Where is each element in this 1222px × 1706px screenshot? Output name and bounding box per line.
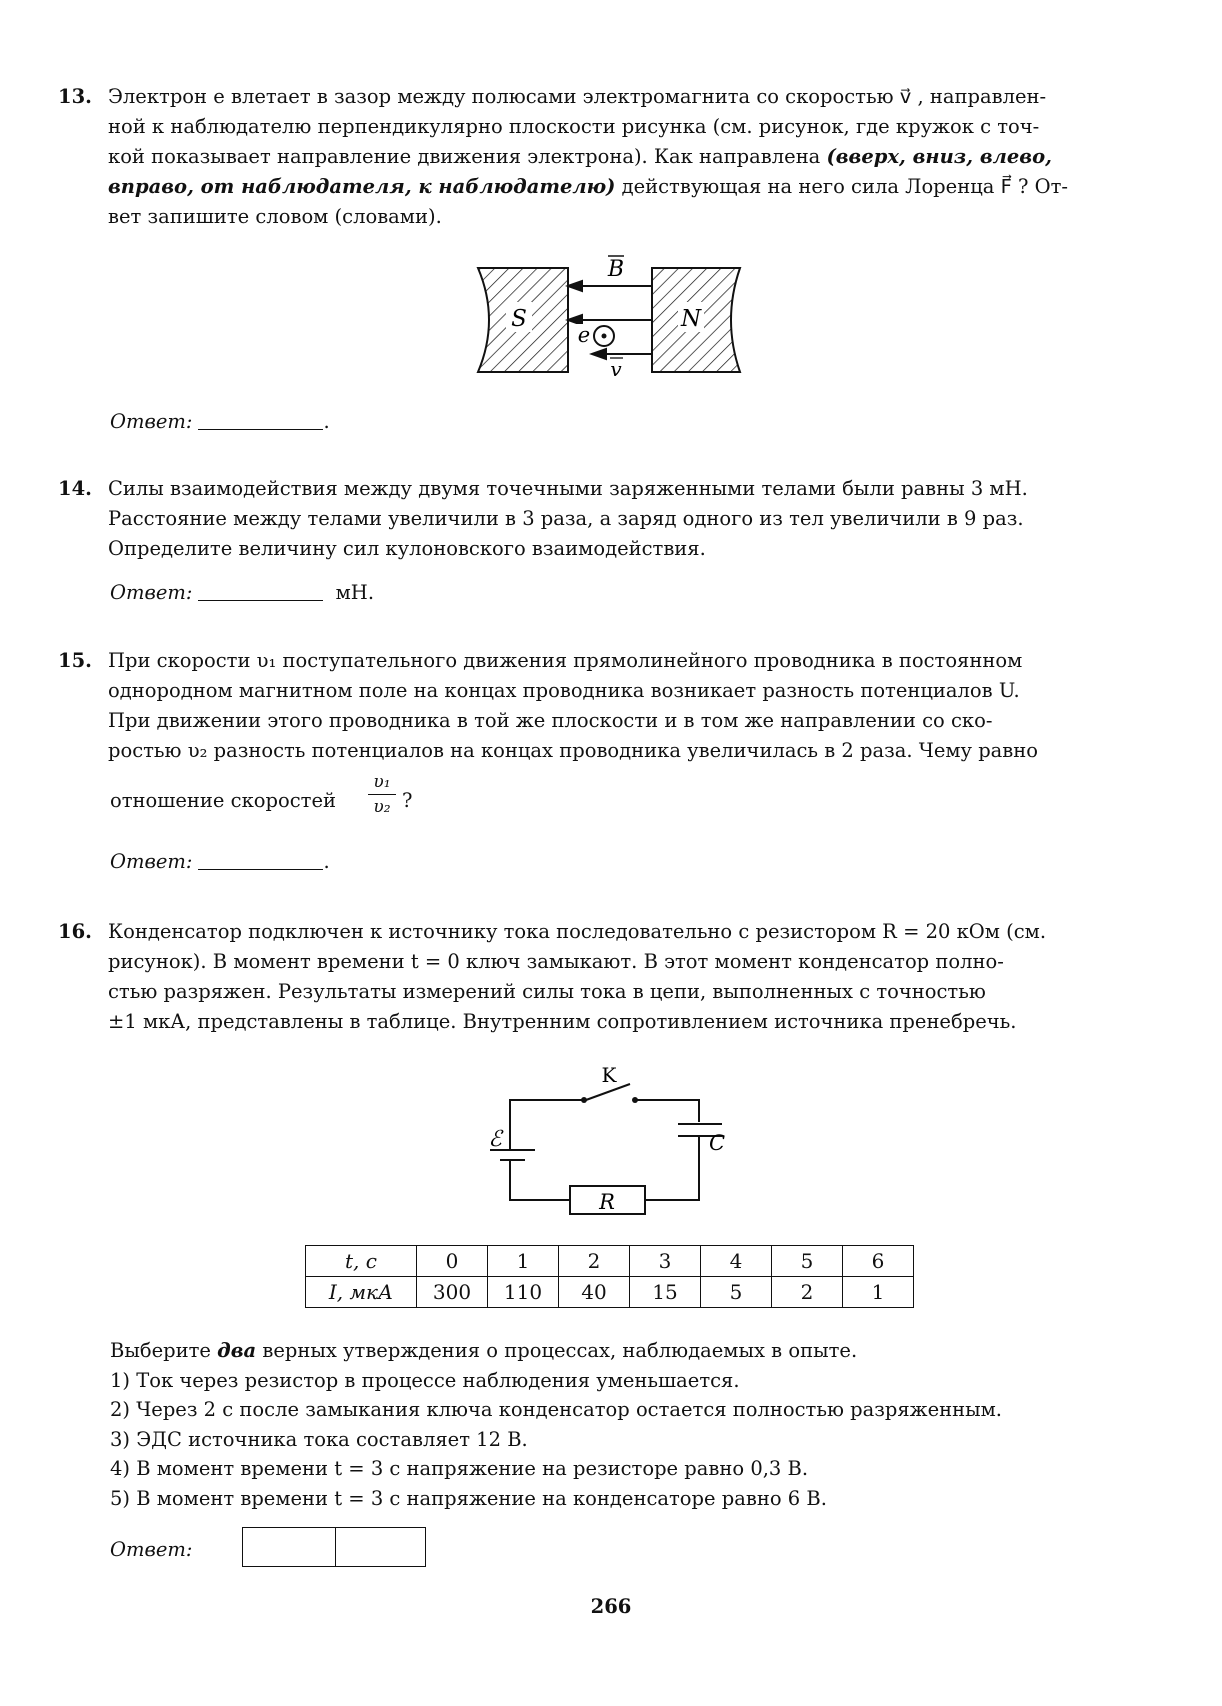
answer-14 bbox=[110, 578, 374, 608]
option-item: 3) ЭДС источника тока составляет 12 В. bbox=[110, 1427, 528, 1451]
question-16 bbox=[58, 917, 1158, 1037]
label-v: v bbox=[610, 357, 622, 380]
answer-label: Ответ: bbox=[110, 410, 193, 433]
option-item: 5) В момент времени t = 3 с напряжение на конденсаторе равно 6 В. bbox=[110, 1486, 827, 1510]
text-line: ростью υ₂ разность потенциалов на концах проводника увеличилась в 2 раза. Чему равно bbox=[108, 739, 1039, 762]
table-row bbox=[306, 1246, 914, 1277]
label-n: N bbox=[680, 306, 702, 332]
table-cell: 2 bbox=[559, 1246, 630, 1277]
text-line: однородном магнитном поле на концах проводника возникает разность потенциалов U. bbox=[108, 679, 1020, 702]
option-item: 4) В момент времени t = 3 с напряжение на резисторе равно 0,3 В. bbox=[110, 1457, 809, 1480]
text-line: рисунок). В момент времени t = 0 ключ замыкают. В этот момент конденсатор полно- bbox=[108, 950, 1004, 973]
page-number: 266 bbox=[590, 1595, 632, 1618]
question-number: 13. bbox=[58, 85, 92, 108]
answer-blank[interactable] bbox=[198, 580, 323, 601]
label-e: e bbox=[577, 323, 591, 347]
text-line: Расстояние между телами увеличили в 3 раза, а заряд одного из тел увеличили в 9 раз. bbox=[108, 507, 1024, 530]
table-cell: I, мкА bbox=[306, 1277, 417, 1308]
answer-box-divider bbox=[335, 1528, 336, 1566]
table-cell: 15 bbox=[630, 1277, 701, 1308]
question-text bbox=[108, 82, 1158, 232]
label-s: S bbox=[511, 306, 527, 332]
text-span: верных утверждения о процессах, наблюдаемых в опыте. bbox=[256, 1339, 858, 1362]
option-item: 2) Через 2 с после замыкания ключа конденсатор остается полностью разряженным. bbox=[110, 1398, 1003, 1421]
text-span: действующая на него сила Лоренца F⃗ ? От- bbox=[615, 175, 1068, 198]
table-cell: 0 bbox=[417, 1246, 488, 1277]
label-b: B bbox=[607, 257, 625, 282]
text-line: ±1 мкА, представлены в таблице. Внутренним сопротивлением источника пренебречь. bbox=[108, 1010, 1017, 1033]
question-number: 16. bbox=[58, 920, 92, 943]
text-line: ной к наблюдателю перпендикулярно плоскости рисунка (см. рисунок, где кружок с точ- bbox=[108, 115, 1040, 138]
answer-blank[interactable] bbox=[198, 849, 323, 870]
table-cell: 4 bbox=[701, 1246, 772, 1277]
question-15 bbox=[58, 646, 1158, 766]
measurement-table bbox=[305, 1245, 914, 1308]
text-line: стью разряжен. Результаты измерений силы тока в цепи, выполненных с точностью bbox=[108, 980, 986, 1003]
text-span: кой показывает направление движения электрона). Как направлена bbox=[108, 145, 827, 168]
fraction-denominator: υ₂ bbox=[373, 797, 391, 817]
text-span: Выберите bbox=[110, 1339, 218, 1362]
text-line: Определите величину сил кулоновского взаимодействия. bbox=[108, 537, 706, 560]
question-number: 15. bbox=[58, 649, 92, 672]
answer-suffix: . bbox=[323, 850, 330, 873]
text-line: При скорости υ₁ поступательного движения прямолинейного проводника в постоянном bbox=[108, 649, 1023, 672]
table-cell: 300 bbox=[417, 1277, 488, 1308]
answer-suffix: мН. bbox=[335, 581, 375, 604]
answer-box[interactable] bbox=[242, 1527, 426, 1567]
label-k: K bbox=[601, 1063, 617, 1087]
table-cell: 1 bbox=[488, 1246, 559, 1277]
table-row bbox=[306, 1277, 914, 1308]
table-cell: 40 bbox=[559, 1277, 630, 1308]
answer-label: Ответ: bbox=[110, 581, 193, 604]
fraction bbox=[368, 770, 396, 819]
answer-13 bbox=[110, 407, 330, 437]
emphasis-text: два bbox=[217, 1339, 257, 1362]
text-line bbox=[108, 172, 1158, 202]
text-line: Силы взаимодействия между двумя точечными заряженными телами были равны 3 мН. bbox=[108, 477, 1028, 500]
answer-15 bbox=[110, 847, 330, 877]
text-line: отношение скоростей bbox=[110, 789, 336, 812]
question-text bbox=[108, 917, 1158, 1037]
option-item: 1) Ток через резистор в процессе наблюдения уменьшается. bbox=[110, 1368, 740, 1392]
question-14 bbox=[58, 474, 1158, 564]
text-line: вет запишите словом (словами). bbox=[108, 205, 442, 228]
emphasis-text: вправо, от наблюдателя, к наблюдателю) bbox=[108, 175, 616, 198]
label-c: C bbox=[708, 1131, 726, 1155]
answer-blank[interactable] bbox=[198, 409, 323, 430]
circuit-diagram bbox=[480, 1060, 750, 1220]
question-number: 14. bbox=[58, 477, 92, 500]
table-cell: 3 bbox=[630, 1246, 701, 1277]
table-cell: 110 bbox=[488, 1277, 559, 1308]
text-line: Электрон e влетает в зазор между полюсами электромагнита со скоростью v⃗ , направлен- bbox=[108, 85, 1047, 108]
table-cell: 2 bbox=[772, 1277, 843, 1308]
electromagnet-figure bbox=[470, 250, 750, 380]
text-line: Конденсатор подключен к источнику тока последовательно с резистором R = 20 кОм (см. bbox=[108, 920, 1047, 943]
fraction-numerator: υ₁ bbox=[368, 770, 396, 795]
label-r: R bbox=[599, 1190, 615, 1214]
answer-label: Ответ: bbox=[110, 850, 193, 873]
text-line: При движении этого проводника в той же плоскости и в том же направлении со ско- bbox=[108, 709, 993, 732]
table-cell: 5 bbox=[772, 1246, 843, 1277]
question-13 bbox=[58, 82, 1158, 232]
table-cell: t, с bbox=[306, 1246, 417, 1277]
emphasis-text: (вверх, вниз, влево, bbox=[826, 145, 1052, 168]
answer-suffix: . bbox=[323, 410, 330, 433]
answer-options bbox=[110, 1336, 1160, 1513]
question-text bbox=[108, 646, 1158, 766]
label-emf: ℰ bbox=[488, 1127, 502, 1152]
answer-16-label: Ответ: bbox=[110, 1538, 193, 1561]
table-cell: 5 bbox=[701, 1277, 772, 1308]
text-line bbox=[108, 142, 1158, 172]
instruction bbox=[110, 1336, 1160, 1366]
table-cell: 1 bbox=[843, 1277, 914, 1308]
question-mark: ? bbox=[402, 789, 413, 812]
table-cell: 6 bbox=[843, 1246, 914, 1277]
question-text bbox=[108, 474, 1158, 564]
